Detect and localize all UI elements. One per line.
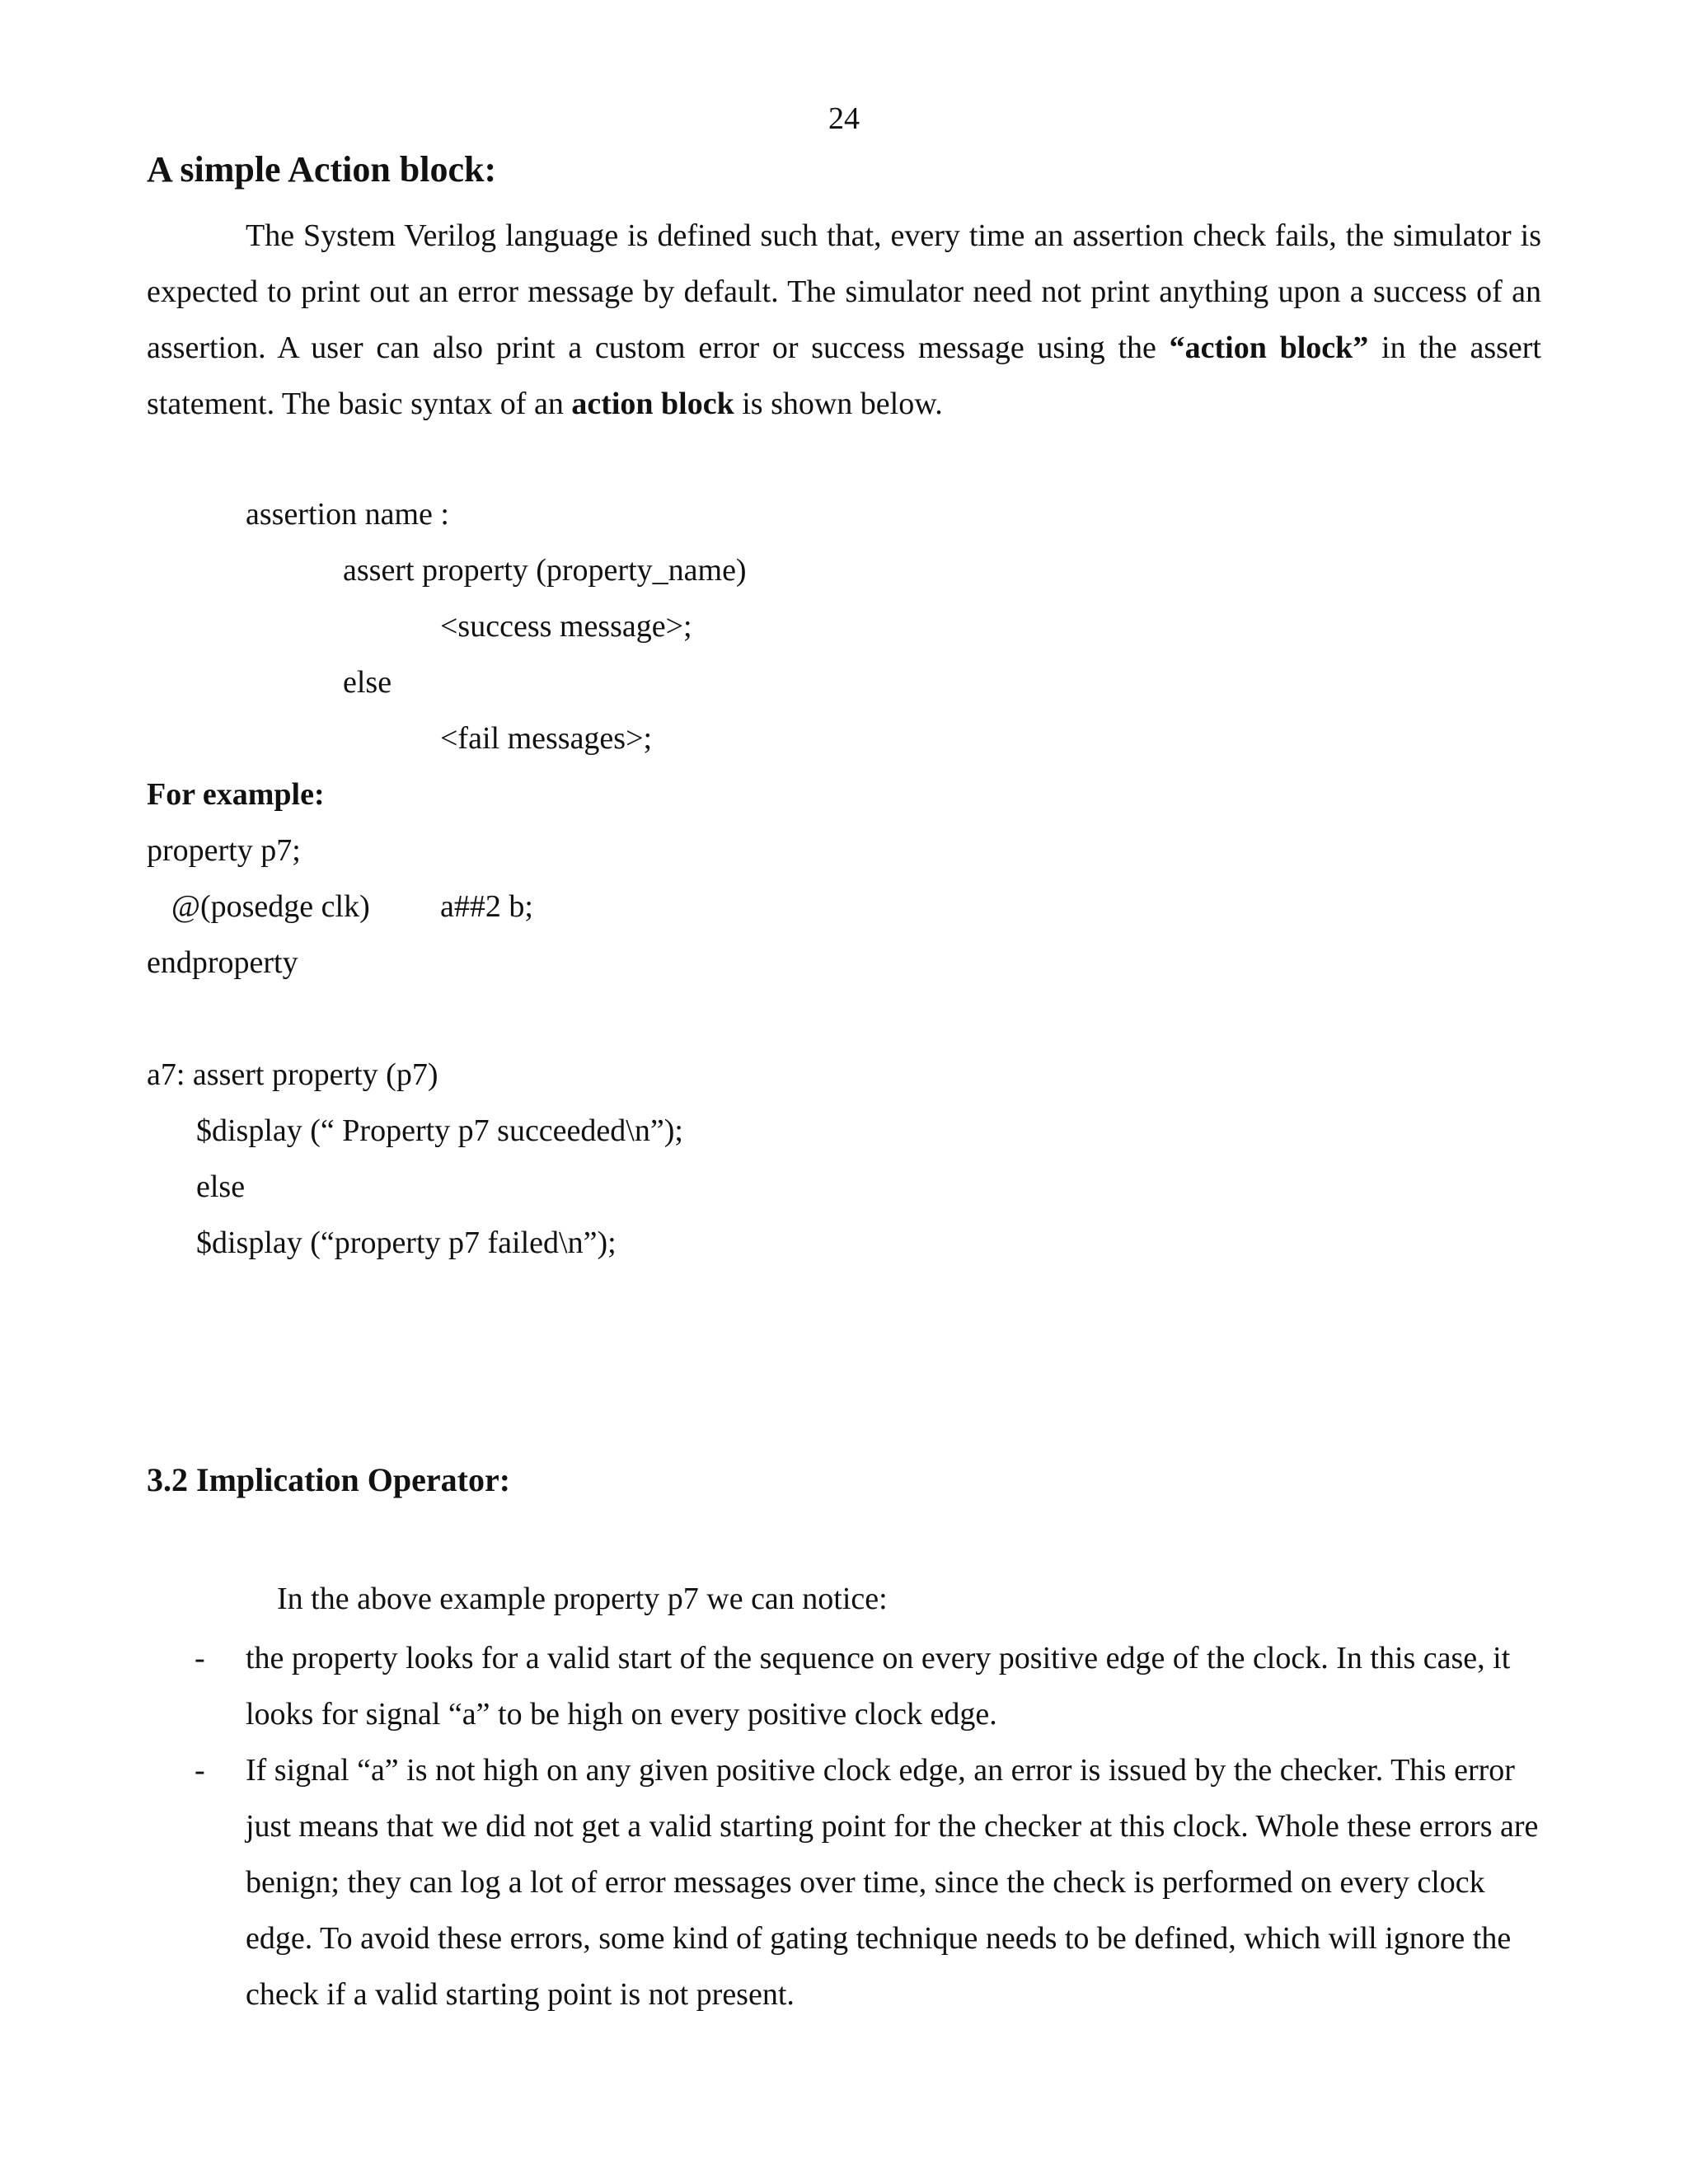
- code-line-display-success: $display (“ Property p7 succeeded\n”);: [196, 1113, 683, 1148]
- bullet-text: the property looks for a valid start of the sequence on every positive edge of the clock. In this case, it looks for signal “a” to be high on every positive clock edge.: [246, 1641, 1511, 1732]
- code-line-property: property p7;: [147, 833, 301, 868]
- paragraph-text: The System Verilog language is defined such that, every time an assertion check fails, the simulator is expected to print out an error message by default. The simulator need not print anything upon a success of an assertion. A user can also print a custom error or success message using the: [147, 218, 1541, 365]
- paragraph-text: in the assert statement. The basic syntax of an: [147, 330, 1541, 421]
- implication-bullet-list: [147, 1630, 1548, 2022]
- syntax-line-assertion-name: assertion name :: [246, 497, 449, 532]
- example-label: For example:: [147, 777, 325, 812]
- code-line-assert-a7: a7: assert property (p7): [147, 1057, 438, 1092]
- paragraph-bold-action-block-quoted: “action block”: [1169, 330, 1369, 365]
- code-line-endproperty: endproperty: [147, 945, 298, 980]
- bullet-text: If signal “a” is not high on any given positive clock edge, an error is issued by the checker. This error just means that we did not get a valid starting point for the checker at this clock. Whole these errors are benign; they can log a lot of error messages over time, since the check is performed on every clock edge. To avoid these errors, some kind of gating technique needs to be defined, which will ignore the check if a valid starting point is not present.: [246, 1753, 1539, 2012]
- page-number: 24: [828, 101, 860, 136]
- syntax-line-else: else: [343, 665, 392, 700]
- implication-intro: In the above example property p7 we can notice:: [277, 1582, 888, 1616]
- bullet-marker: -: [195, 1753, 205, 1788]
- syntax-line-success-message: <success message>;: [440, 609, 692, 644]
- code-line-sequence: a##2 b;: [440, 889, 533, 924]
- syntax-line-assert-property: assert property (property_name): [343, 553, 747, 588]
- code-line-else: else: [196, 1169, 246, 1204]
- list-item: [147, 1742, 1548, 2022]
- syntax-line-fail-messages: <fail messages>;: [440, 721, 653, 756]
- code-line-display-failed: $display (“property p7 failed\n”);: [196, 1226, 617, 1260]
- paragraph-bold-action-block: action block: [571, 387, 734, 421]
- action-block-paragraph: [147, 208, 1541, 432]
- code-line-posedge-clk: @(posedge clk): [171, 889, 370, 924]
- section-heading-implication-operator: 3.2 Implication Operator:: [147, 1461, 511, 1498]
- paragraph-text: is shown below.: [734, 387, 943, 421]
- section-heading-action-block: A simple Action block:: [147, 149, 497, 190]
- bullet-marker: -: [195, 1641, 205, 1675]
- list-item: [147, 1630, 1548, 1742]
